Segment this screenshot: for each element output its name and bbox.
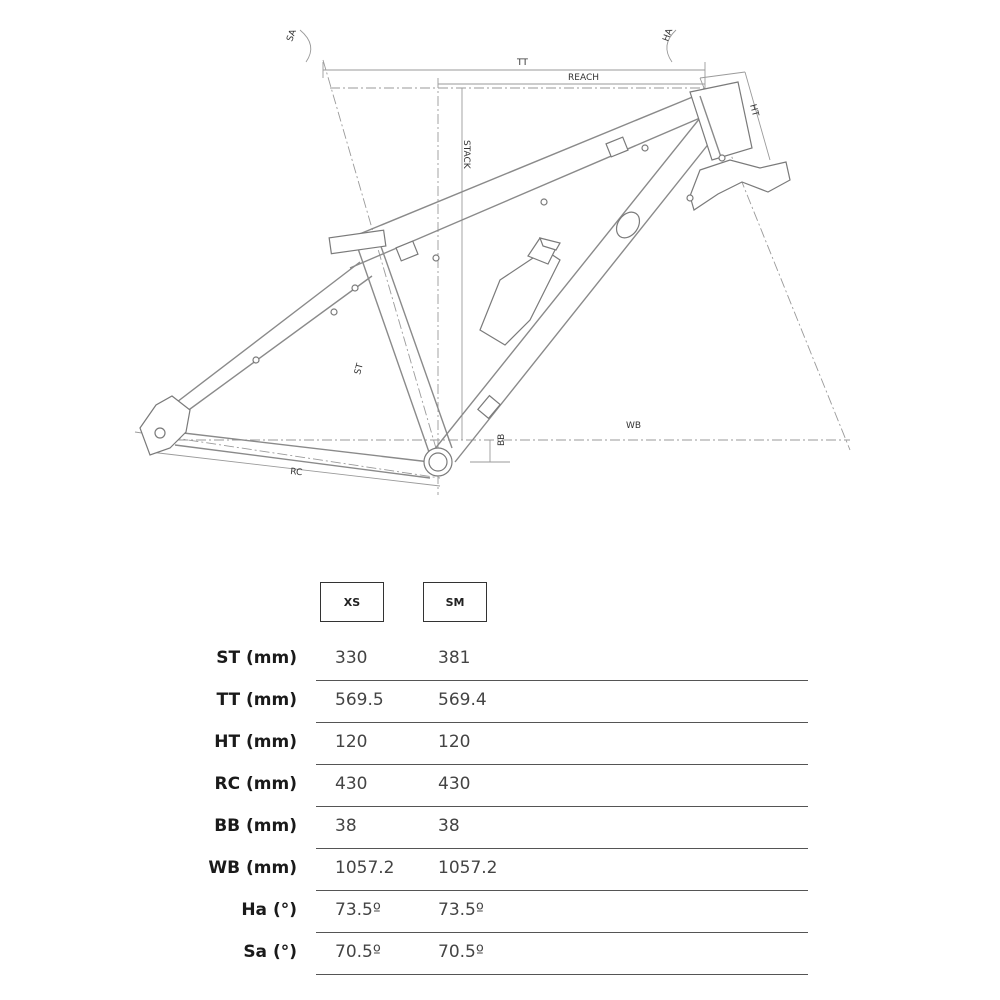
value-sm: 70.5º (438, 942, 484, 962)
size-header-xs: XS (320, 582, 384, 622)
table-row (0, 808, 1000, 850)
row-label: RC (mm) (214, 774, 297, 794)
row-divider (316, 890, 808, 891)
table-row (0, 682, 1000, 724)
row-label: WB (mm) (208, 858, 297, 878)
value-sm: 120 (438, 732, 471, 752)
sa-label: SA (285, 28, 299, 44)
table-row (0, 640, 1000, 682)
bb-label: BB (497, 433, 507, 446)
row-label: ST (mm) (216, 648, 297, 668)
row-label: HT (mm) (214, 732, 297, 752)
table-row (0, 850, 1000, 892)
rc-label: RC (289, 467, 303, 479)
row-label: Ha (°) (241, 900, 297, 920)
value-sm: 38 (438, 816, 460, 836)
value-sm: 569.4 (438, 690, 487, 710)
bottom-bracket (424, 448, 452, 476)
value-xs: 70.5º (335, 942, 381, 962)
value-xs: 38 (335, 816, 357, 836)
row-label: TT (mm) (216, 690, 297, 710)
value-sm: 430 (438, 774, 471, 794)
head-tube (690, 82, 752, 160)
row-divider (316, 806, 808, 807)
value-xs: 1057.2 (335, 858, 395, 878)
table-row (0, 766, 1000, 808)
row-divider (316, 764, 808, 765)
row-divider (316, 932, 808, 933)
table-row (0, 892, 1000, 934)
value-xs: 330 (335, 648, 368, 668)
table-row (0, 934, 1000, 976)
tt-label: TT (517, 58, 528, 68)
ht-label: HT (747, 103, 760, 118)
row-divider (316, 974, 808, 975)
row-label: BB (mm) (214, 816, 297, 836)
value-xs: 73.5º (335, 900, 381, 920)
value-xs: 430 (335, 774, 368, 794)
st-label: ST (353, 362, 366, 376)
value-sm: 381 (438, 648, 471, 668)
table-row (0, 724, 1000, 766)
value-xs: 120 (335, 732, 368, 752)
reach-label: REACH (568, 73, 599, 83)
bottle-cage (480, 238, 560, 345)
ha-label: HA (661, 27, 676, 44)
row-divider (316, 722, 808, 723)
value-xs: 569.5 (335, 690, 384, 710)
value-sm: 1057.2 (438, 858, 498, 878)
row-label: Sa (°) (243, 942, 297, 962)
fork-crown (690, 160, 790, 210)
row-divider (316, 680, 808, 681)
wb-label: WB (626, 421, 642, 431)
size-header-sm: SM (423, 582, 487, 622)
row-divider (316, 848, 808, 849)
value-sm: 73.5º (438, 900, 484, 920)
cable-guides (253, 137, 725, 418)
stack-label: STACK (461, 140, 471, 169)
